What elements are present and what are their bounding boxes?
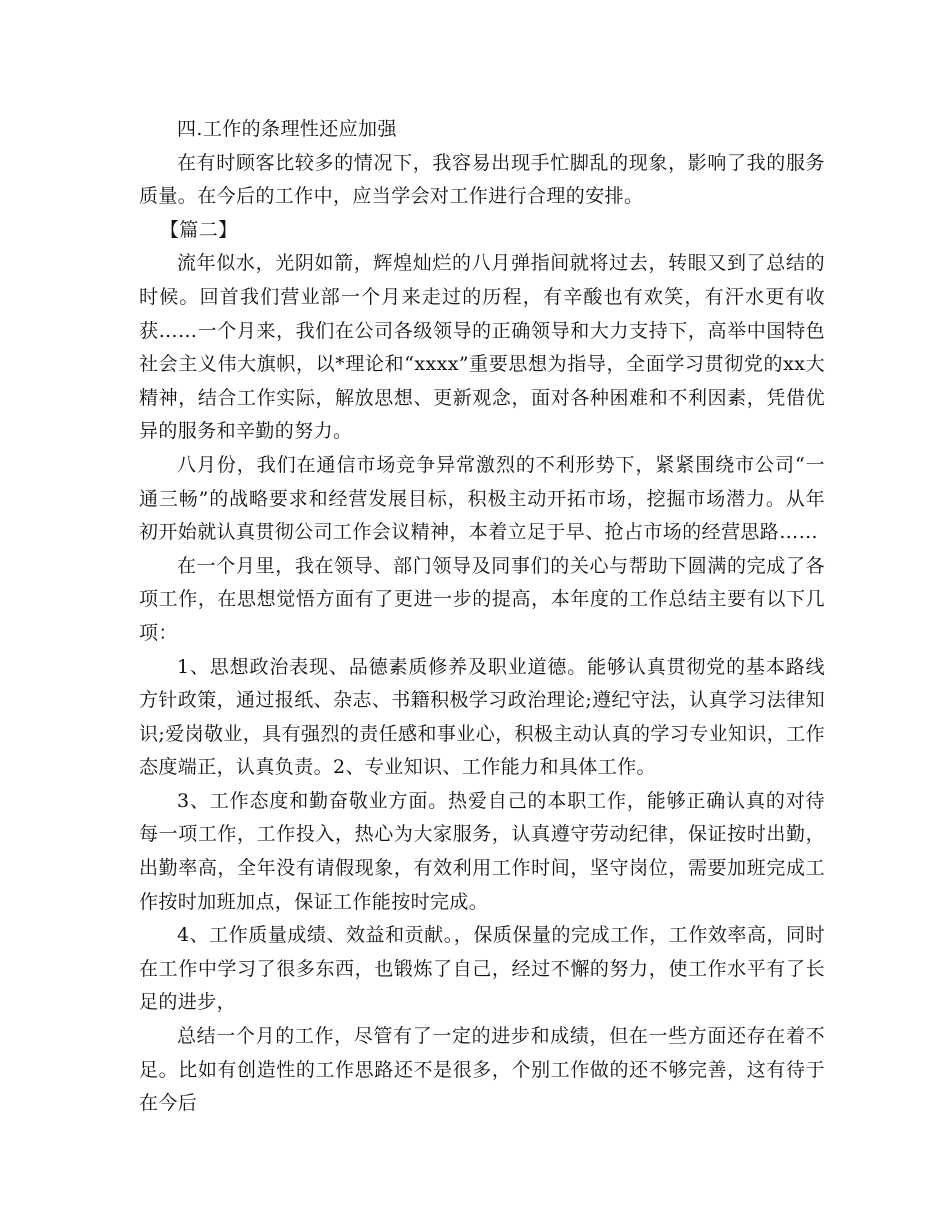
document-body [139,113,825,1121]
paragraph-august-summary: 流年似水，光阴如箭，辉煌灿烂的八月弹指间就将过去，转眼又到了总结的时候。回首我们营业部一个月来走过的历程，有辛酸也有欢笑，有汗水更有收获……一个月来，我们在公司各级领导的正确领导和大力支持下，高举中国特色社会主义伟大旗帜，以*理论和“xxxx”重要思想为指导，全面学习贯彻党的xx大精神，结合工作实际，解放思想、更新观念，面对各种困难和不利因素，凭借优异的服务和辛勤的努力。 [139,252,825,443]
paragraph-item-four: 4、工作质量成绩、效益和贡献。，保质保量的完成工作，工作效率高，同时在工作中学习了很多东西，也锻炼了自己，经过不懈的努力，使工作水平有了长足的进步， [139,924,825,1014]
section-title-part-two: 【篇二】 [159,218,238,241]
paragraph-service-quality: 在有时顾客比较多的情况下，我容易出现手忙脚乱的现象，影响了我的服务质量。在今后的工作中，应当学会对工作进行合理的安排。 [139,151,825,208]
paragraph-item-three: 3、工作态度和勤奋敬业方面。热爱自己的本职工作，能够正确认真的对待每一项工作，工作投入，热心为大家服务，认真遵守劳动纪律，保证按时出勤，出勤率高，全年没有请假现象，有效利用工作时间，坚守岗位，需要加班完成工作按时加班加点，保证工作能按时完成。 [139,789,825,913]
section-heading-four: 四.工作的条理性还应加强 [177,118,397,140]
paragraph-conclusion: 总结一个月的工作，尽管有了一定的进步和成绩，但在一些方面还存在着不足。比如有创造性的工作思路还不是很多，个别工作做的还不够完善，这有待于在今后 [139,1025,825,1115]
paragraph-item-one: 1、思想政治表现、品德素质修养及职业道德。能够认真贯彻党的基本路线方针政策，通过报纸、杂志、书籍积极学习政治理论;遵纪守法，认真学习法律知识;爱岗敬业，具有强烈的责任感和事业心，积极主动认真的学习专业知识，工作态度端正，认真负责。2、专业知识、工作能力和具体工作。 [139,655,825,779]
paragraph-market-situation: 八月份，我们在通信市场竞争异常激烈的不利形势下，紧紧围绕市公司“一通三畅”的战略要求和经营发展目标，积极主动开拓市场，挖掘市场潜力。从年初开始就认真贯彻公司工作会议精神，本着立足于早、抢占市场的经营思路…… [139,453,825,544]
paragraph-monthly-work: 在一个月里，我在领导、部门领导及同事们的关心与帮助下圆满的完成了各项工作，在思想觉悟方面有了更进一步的提高，本年度的工作总结主要有以下几项： [139,554,825,644]
